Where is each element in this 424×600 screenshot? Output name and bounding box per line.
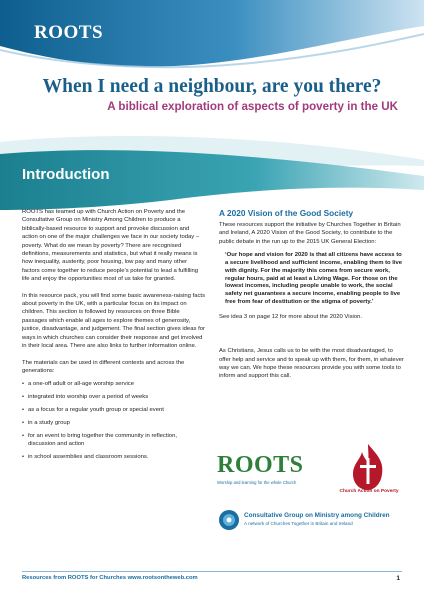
contexts-list	[22, 380, 205, 461]
list-item: • for an event to bring together the community in reflection, discussion and action	[22, 432, 205, 449]
list-item: • a one-off adult or all-age worship service	[22, 380, 205, 388]
intro-paragraph: In this resource pack, you will find some basic awareness-raising facts about poverty in the UK, with a particular focus on its impact on children. This section is followed by resources on three Bible passages which enable all ages to explore themes of generosity, justice, disadvantage, and judgement. The final section gives ideas for ways in which churches can consider their response and get involved in their local area. There are also links to further information online.	[22, 292, 206, 350]
footer-divider	[22, 571, 402, 572]
list-item: • in school assemblies and classroom sessions.	[22, 453, 205, 461]
roots-header-logo: ROOTS	[34, 22, 104, 43]
intro-paragraph: ROOTS has teamed up with Church Action on Poverty and the Consultative Group on Ministry Among Children to produce a biblically-based resource to support and provoke discussion and action on one of the major challenges we face in our society today – poverty. What do we mean by poverty? There are recognised definitions, measurements and statistics, but what it really means is how inequality, austerity, poor housing, low pay and many other factors come together to reduce people’s potential to lead a fulfilling life and enjoy the opportunities most of us take for granted.	[22, 209, 200, 283]
cgma-logo-text: Consultative Group on Ministry among Children	[244, 512, 390, 519]
closing-paragraph: As Christians, Jesus calls us to be with the most disadvantaged, to offer help and service and to speak up with them, for them, in whatever way we can. We hope these resources provide you with some tools to inform and support this call.	[219, 348, 404, 380]
cgma-circle-icon	[218, 509, 240, 531]
intro-paragraph: The materials can be used in different contexts and across the generations:	[22, 359, 185, 374]
page-number: 1	[396, 575, 400, 582]
vision-right-column	[219, 208, 404, 387]
list-item: • integrated into worship over a period of weeks	[22, 393, 205, 401]
intro-left-column	[22, 208, 205, 466]
cgma-logo-tagline: A network of Churches Together in Britain and Ireland	[244, 521, 353, 526]
list-item: • in a study group	[22, 419, 205, 427]
section-heading: Introduction	[22, 166, 110, 183]
roots-logo-text: ROOTS	[217, 452, 304, 478]
vision-heading: A 2020 Vision of the Good Society	[219, 208, 354, 218]
vision-intro: These resources support the initiative by Churches Together in Britain and Ireland, A 2020 Vision of the Good Society, to contribute to the public debate in the run up to the 2015 UK General Election:	[219, 222, 401, 245]
capov-logo-text: Church Action on Poverty	[339, 489, 399, 494]
page-subtitle: A biblical exploration of aspects of poverty in the UK	[107, 100, 398, 113]
page-title: When I need a neighbour, are you there?	[42, 76, 382, 97]
vision-quote: ‘Our hope and vision for 2020 is that all citizens have access to a secure livelihood and sufficient income, enabling them to live with dignity. For the majority this comes from secure work, regular hours, paid at at least a Living Wage. For those on the lowest incomes, including people unable to work, the social safety net guarantees a secure income, enabling people to live free from fear of destitution or the stigma of poverty.’	[225, 252, 403, 305]
footer-text: Resources from ROOTS for Churches www.rootsontheweb.com	[22, 575, 198, 581]
roots-logo-tagline: Worship and learning for the whole Church	[217, 480, 297, 485]
list-item: • as a focus for a regular youth group or special event	[22, 406, 205, 414]
vision-see-idea: See idea 3 on page 12 for more about the 2020 Vision.	[219, 313, 363, 320]
